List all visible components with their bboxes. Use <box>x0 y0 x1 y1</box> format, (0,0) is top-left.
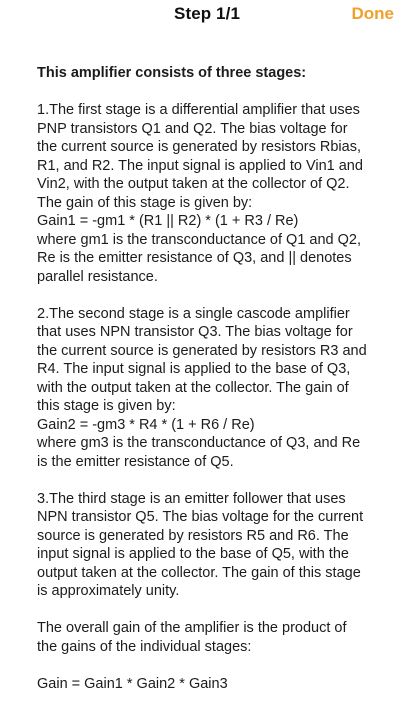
text-line: the current source is generated by resistors R3 and <box>37 342 367 359</box>
text-line: where gm3 is the transconductance of Q3, and Re <box>37 435 361 451</box>
stage2-paragraph <box>37 305 383 472</box>
text-line: The gain of this stage is given by: <box>37 194 253 211</box>
text-line: R1, and R2. The input signal is applied to Vin1 and <box>37 157 363 174</box>
text-line: the gains of the individual stages: <box>37 638 252 655</box>
done-button[interactable]: Done <box>351 4 394 23</box>
gain-formula: Gain = Gain1 * Gain2 * Gain3 <box>37 675 228 692</box>
navigation-bar <box>0 0 414 34</box>
section-heading: This amplifier consists of three stages: <box>37 65 307 81</box>
text-line: 1.The first stage is a differential amplifier that uses <box>37 102 360 118</box>
page-title: Step 1/1 <box>174 4 240 23</box>
text-line: with the output taken at the collector. The gain of <box>37 379 349 396</box>
gain1-formula: Gain1 = -gm1 * (R1 || R2) * (1 + R3 / Re) <box>37 213 299 229</box>
text-line: is approximately unity. <box>37 583 180 599</box>
text-line: 3.The third stage is an emitter follower that uses <box>37 490 346 507</box>
text-line: source is generated by resistors R5 and R6. The <box>37 527 349 544</box>
text-line: parallel resistance. <box>37 268 158 285</box>
text-line: 2.The second stage is a single cascode amplifier <box>37 305 350 322</box>
gain2-formula: Gain2 = -gm3 * R4 * (1 + R6 / Re) <box>37 416 255 433</box>
overall-gain-paragraph <box>37 619 383 656</box>
overall-gain-formula <box>37 675 383 694</box>
stage3-paragraph <box>37 490 383 601</box>
text-line: NPN transistor Q5. The bias voltage for the current <box>37 509 364 525</box>
text-line: the current source is generated by resistors Rbias, <box>37 139 361 155</box>
text-line: is the emitter resistance of Q5. <box>37 453 234 470</box>
text-line: The overall gain of the amplifier is the product of <box>37 620 347 636</box>
text-line: Re is the emitter resistance of Q3, and || denotes <box>37 250 352 266</box>
stage1-paragraph <box>37 101 383 286</box>
step-content <box>37 64 383 712</box>
text-line: PNP transistors Q1 and Q2. The bias voltage for <box>37 120 348 137</box>
text-line: that uses NPN transistor Q3. The bias voltage for <box>37 324 353 340</box>
text-line: output taken at the collector. The gain of this stage <box>37 564 361 581</box>
text-line: input signal is applied to the base of Q5, with the <box>37 546 349 562</box>
text-line: this stage is given by: <box>37 398 176 414</box>
text-line: Vin2, with the output taken at the collector of Q2. <box>37 176 350 192</box>
text-line: R4. The input signal is applied to the base of Q3, <box>37 361 351 377</box>
text-line: where gm1 is the transconductance of Q1 and Q2, <box>37 231 362 248</box>
